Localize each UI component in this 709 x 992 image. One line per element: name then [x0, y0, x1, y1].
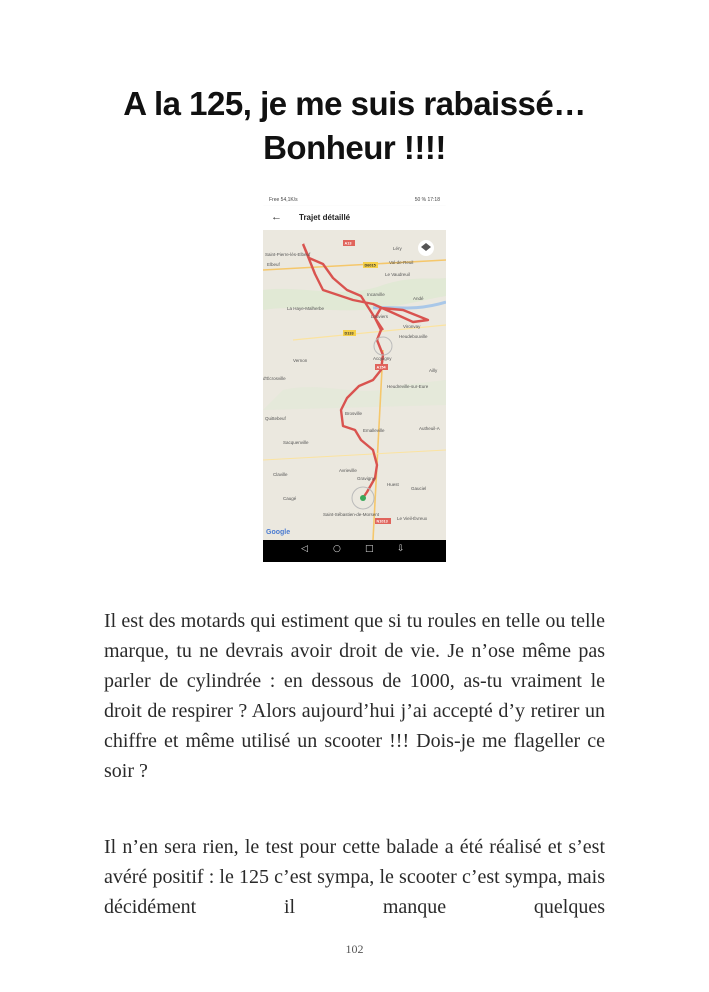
- map-label: Elbeuf: [267, 262, 280, 267]
- map-label: Caugé: [283, 496, 297, 501]
- map-label: La Haye-Malherbe: [287, 306, 325, 311]
- map-label: Saint-Pierre-lès-Elbeuf: [265, 252, 311, 257]
- road-label: D6015: [364, 263, 376, 268]
- map-label: Autheuil-A: [419, 426, 440, 431]
- map-label: Ailly: [429, 368, 438, 373]
- phone-nav-bar: [263, 540, 446, 562]
- chapter-title: [40, 82, 669, 170]
- road-label: A13: [344, 241, 352, 246]
- arrow-left-icon: ←: [271, 211, 282, 223]
- map-label: Quittebeuf: [265, 416, 286, 421]
- map-label: Vironvay: [403, 324, 421, 329]
- app-title: Trajet détaillé: [299, 213, 351, 222]
- back-triangle-icon[interactable]: ◁: [301, 544, 308, 554]
- map-label: Sacquenville: [283, 440, 309, 445]
- map-label: Vernon: [293, 358, 308, 363]
- status-right: 50 % 17:18: [414, 197, 440, 203]
- map-label: Gauciel: [411, 486, 427, 491]
- map-label: Léry: [393, 246, 402, 251]
- map-label: Heudreville-sur-Eure: [387, 384, 429, 389]
- map-label: Avrieville: [339, 468, 357, 473]
- route-map: [263, 230, 446, 540]
- map-label: Acquigny: [373, 356, 392, 361]
- map-label: Val-de-Reuil: [389, 260, 414, 265]
- status-left: Free 54,1K/s: [269, 197, 298, 203]
- app-bar: [263, 206, 446, 230]
- map-label: Gravigny: [357, 476, 376, 481]
- title-line-1: A la 125, je me suis rabaissé…: [123, 85, 586, 122]
- road-label: N1013: [376, 519, 388, 524]
- map-label: Louviers: [371, 314, 389, 319]
- map-label: Brosville: [345, 411, 363, 416]
- body-paragraph-2: Il n’en sera rien, le test pour cette balade a été réalisé et s’est avéré positif : le 125 c’est sympa, le scooter c’est sympa, mais décidément il manque quelques: [104, 836, 605, 918]
- notification-icon[interactable]: ⇩: [397, 544, 405, 554]
- page-number: 102: [345, 942, 364, 956]
- body-paragraph-1: Il est des motards qui estiment que si tu roules en telle ou telle marque, tu ne devrais avoir droit de vie. Je n’ose même pas parler de cylindrée : en dessous de 1000, as-tu vraiment le droit de respirer ? Alors aujourd’hui j’ai accepté d’y retirer un chiffre et même utilisé un scooter !!! Dois-je me flageller ce soir ?: [104, 610, 605, 782]
- map-label: Claville: [273, 472, 288, 477]
- route-screenshot: [263, 194, 446, 562]
- map-label: Saint-Sébastien-de-Morsent: [323, 512, 380, 517]
- map-label: Incarville: [367, 292, 385, 297]
- home-circle-icon[interactable]: ○: [333, 544, 341, 554]
- map-label: Huest: [387, 482, 399, 487]
- map-label: Le Vieil-Évreux: [397, 516, 428, 521]
- map-label: Andé: [413, 296, 424, 301]
- google-logo: Google: [266, 529, 291, 536]
- map-label: d'Écrosville: [263, 376, 286, 381]
- road-label: D133: [344, 331, 354, 336]
- title-line-2: Bonheur !!!!: [263, 129, 446, 166]
- map-label: Le Vaudreuil: [385, 272, 410, 277]
- map-label: Heudebouville: [399, 334, 428, 339]
- recent-square-icon[interactable]: □: [365, 544, 374, 554]
- map-label: Emalleville: [363, 428, 385, 433]
- road-label: A154: [376, 365, 386, 370]
- phone-status-bar: [263, 194, 446, 206]
